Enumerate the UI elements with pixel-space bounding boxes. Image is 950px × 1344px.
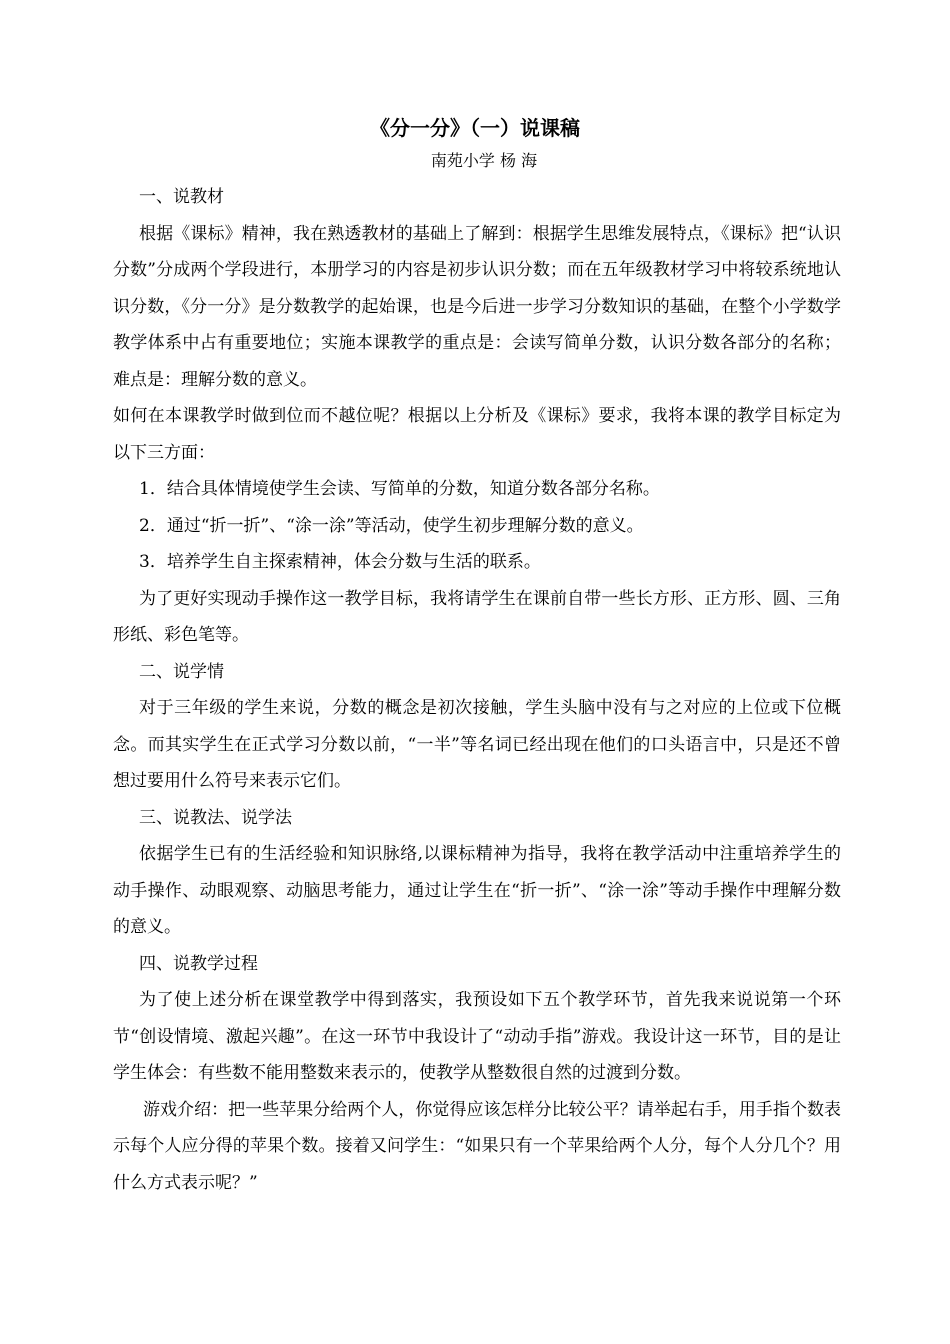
paragraph-students: 对于三年级的学生来说，分数的概念是初次接触，学生头脑中没有与之对应的上位或下位概念。而其实学生在正式学习分数以前，“一半”等名词已经出现在他们的口头语言中，只是还不曾想过要用什么符号来表示它们。 (113, 698, 841, 791)
paragraph-teaching-goals-intro: 如何在本课教学时做到位而不越位呢？根据以上分析及《课标》要求，我将本课的教学目标定为以下三方面： (113, 406, 841, 463)
paragraph-process: 为了使上述分析在课堂教学中得到落实，我预设如下五个教学环节，首先我来说说第一个环节“创设情境、激起兴趣”。在这一环节中我设计了“动动手指”游戏。我设计这一环节，目的是让学生体会：有些数不能用整数来表示的，使教学从整数很自然的过渡到分数。 (113, 990, 841, 1083)
paragraph-game-intro: 游戏介绍：把一些苹果分给两个人，你觉得应该怎样分比较公平？请举起右手，用手指个数表示每个人应分得的苹果个数。接着又问学生：“如果只有一个苹果给两个人分，每个人分几个？用什么方式表示呢？” (113, 1099, 841, 1193)
author-line: 南苑小学 杨 海 (430, 151, 538, 170)
paragraph-methods: 依据学生已有的生活经验和知识脉络,以课标精神为指导，我将在教学活动中注重培养学生的动手操作、动眼观察、动脑思考能力，通过让学生在“折一折”、“涂一涂”等动手操作中理解分数的意义。 (113, 844, 841, 937)
goal-item-3: 3．培养学生自主探索精神，体会分数与生活的联系。 (139, 552, 541, 572)
paragraph-textbook-analysis: 根据《课标》精神，我在熟透教材的基础上了解到：根据学生思维发展特点，《课标》把“认识分数”分成两个学段进行，本册学习的内容是初步认识分数；而在五年级教材学习中将较系统地认识分数，《分一分》是分数教学的起始课，也是今后进一步学习分数知识的基础，在整个小学数学教学体系中占有重要地位；实施本课教学的重点是：会读写简单分数，认识分数各部分的名称；难点是：理解分数的意义。 (113, 223, 841, 390)
section-heading-textbook: 一、说教材 (139, 187, 224, 207)
paragraph-materials: 为了更好实现动手操作这一教学目标，我将请学生在课前自带一些长方形、正方形、圆、三角形纸、彩色笔等。 (113, 588, 841, 645)
goal-item-2: 2．通过“折一折”、“涂一涂”等活动，使学生初步理解分数的意义。 (139, 515, 644, 536)
section-heading-process: 四、说教学过程 (139, 953, 258, 974)
section-heading-methods: 三、说教法、说学法 (139, 807, 292, 828)
section-heading-students: 二、说学情 (139, 661, 224, 682)
document-body (113, 179, 841, 1201)
goal-item-1: 1．结合具体情境使学生会读、写简单的分数，知道分数各部分名称。 (139, 479, 660, 499)
page-title: 《分一分》（一）说课稿 (370, 116, 580, 140)
